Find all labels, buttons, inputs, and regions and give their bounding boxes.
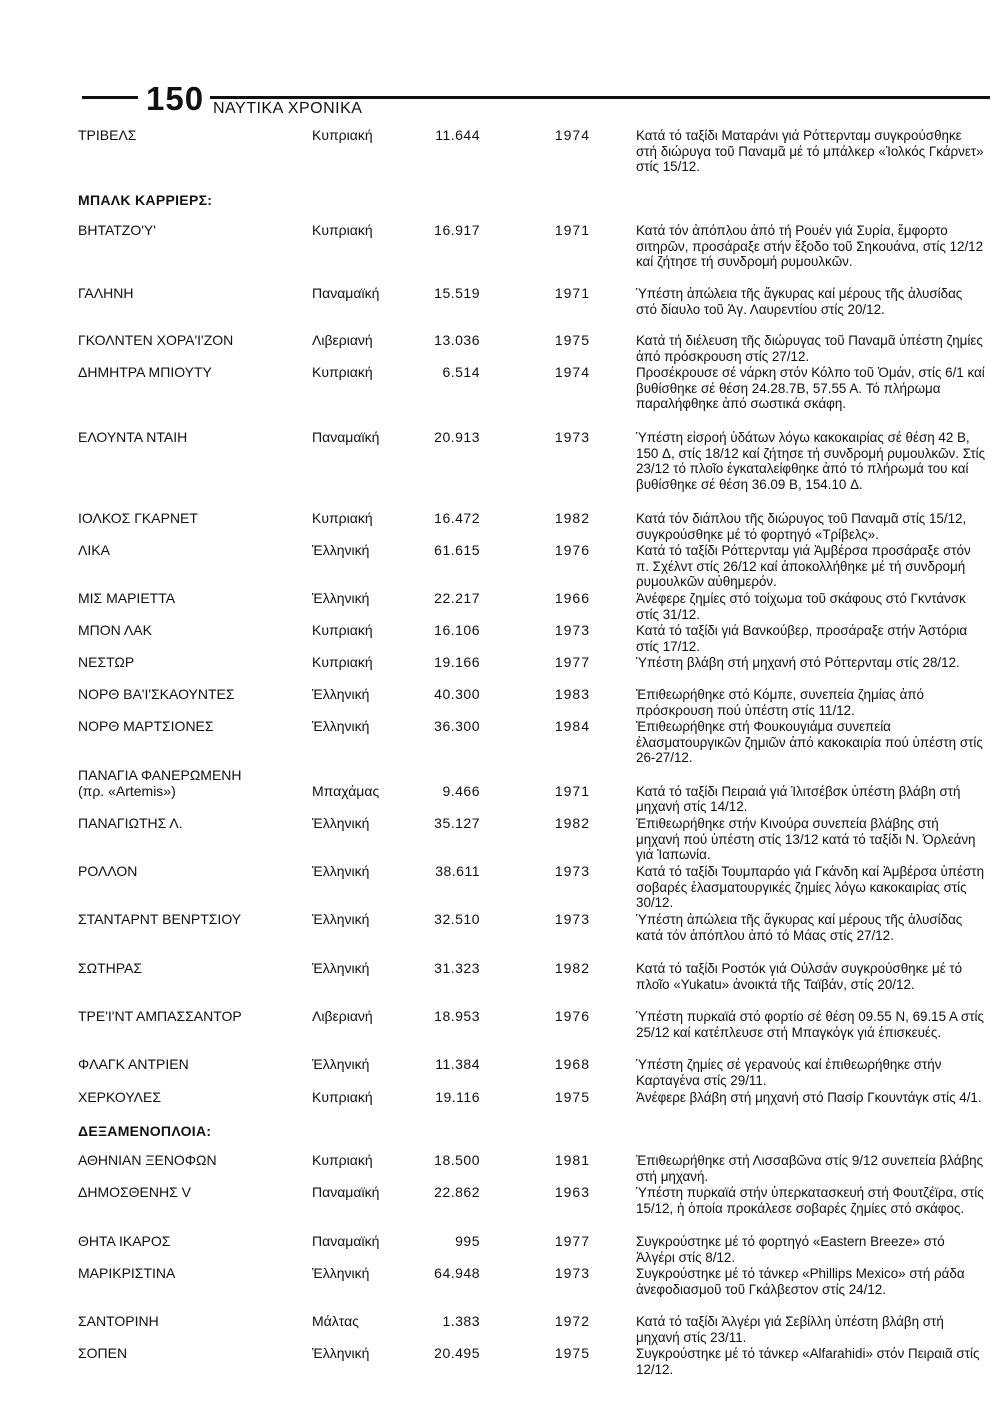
ship-flag: Κυπριακή xyxy=(312,222,373,238)
ship-year: 1973 xyxy=(554,1265,590,1281)
ship-name: ΝΟΡΘ ΒΑ'Ι'ΣΚΑΟΥΝΤΕΣ xyxy=(78,686,235,702)
ship-year: 1963 xyxy=(554,1184,590,1200)
ship-name: ΜΙΣ ΜΑΡΙΕΤΤΑ xyxy=(78,590,176,606)
incident-description: Ὑπέστη ἀπώλεια τῆς ἄγκυρας καί μέρους τῆς ἀλυσίδας στό δίαυλο τοῦ Ἁγ. Λαυρεντίου στίς 20/12. xyxy=(636,286,963,317)
ship-flag: Παναμαϊκή xyxy=(312,429,380,445)
ship-year: 1974 xyxy=(554,364,590,380)
ship-former-name: (πρ. «Artemis») xyxy=(78,782,176,799)
incident-description: Κατά τόν ἀπόπλου ἀπό τή Ρουέν γιά Συρία, ἔμφορτο σιτηρῶν, προσάραξε στήν ἔξοδο τοῦ Σηκουάνα, στίς 12/12 καί ζήτησε τή συνδρομή ρυμουλκῶν. xyxy=(636,223,984,270)
incident-description: Ἀνέφερε ζημίες στό τοίχωμα τοῦ σκάφους στό Γκντάνσκ στίς 31/12. xyxy=(636,591,966,622)
ship-flag: Ἑλληνική xyxy=(312,1345,370,1361)
incident-description: Ἀνέφερε βλάβη στή μηχανή στό Πασίρ Γκουντάγκ στίς 4/1. xyxy=(636,1090,982,1105)
ship-tonnage: 16.472 xyxy=(434,510,480,526)
ship-year: 1982 xyxy=(554,510,590,526)
ship-tonnage: 18.500 xyxy=(434,1152,480,1168)
ship-flag: Λιβεριανή xyxy=(312,1008,373,1024)
ship-year: 1973 xyxy=(554,911,590,927)
ship-year: 1973 xyxy=(554,622,590,638)
incident-description: Ἐπιθεωρήθηκε στή Φουκουγιάμα συνεπεία ἐλασματουργικῶν ζημιῶν ἀπό κακοκαιρία πού ὑπέστη στίς 26-27/12. xyxy=(636,719,983,766)
ship-flag: Ἑλληνική xyxy=(312,542,370,558)
ship-tonnage: 995 xyxy=(455,1233,480,1249)
ship-flag: Κυπριακή xyxy=(312,127,373,143)
ship-tonnage: 32.510 xyxy=(434,911,480,927)
ship-year: 1973 xyxy=(554,863,590,879)
ship-flag: Κυπριακή xyxy=(312,622,373,638)
ship-name: ΕΛΟΥΝΤΑ ΝΤΑΙΗ xyxy=(78,429,188,445)
ship-name: ΣΑΝΤΟΡΙΝΗ xyxy=(78,1313,159,1329)
ship-name: ΝΕΣΤΩΡ xyxy=(78,654,135,670)
ship-tonnage: 22.217 xyxy=(434,590,480,606)
ship-tonnage: 18.953 xyxy=(434,1008,480,1024)
ship-year: 1973 xyxy=(554,429,590,445)
ship-tonnage: 6.514 xyxy=(442,364,480,380)
incident-description: Συγκρούστηκε μέ τό φορτηγό «Eastern Breeze» στό Ἀλγέρι στίς 8/12. xyxy=(636,1234,945,1265)
ship-year: 1971 xyxy=(554,222,590,238)
ship-flag: Ἑλληνική xyxy=(312,718,370,734)
ship-flag: Λιβεριανή xyxy=(312,332,373,348)
ship-name: ΣΟΠΕΝ xyxy=(78,1345,128,1361)
incident-description: Ἐπιθεωρήθηκε στό Κόμπε, συνεπεία ζημίας ἀπό πρόσκρουση πού ὑπέστη στίς 11/12. xyxy=(636,687,925,718)
ship-name: ΓΚΟΛΝΤΕΝ ΧΟΡΑ'Ι'ΖΟΝ xyxy=(78,332,234,348)
incident-description: Ὑπέστη ἀπώλεια τῆς ἄγκυρας καί μέρους τῆς ἀλυσίδας κατά τόν ἀπόπλου ἀπό τό Μάας στίς 27/12. xyxy=(636,912,963,943)
ship-flag: Ἑλληνική xyxy=(312,1056,370,1072)
ship-year: 1976 xyxy=(554,1008,590,1024)
incident-description: Συγκρούστηκε μέ τό τάνκερ «Phillips Mexico» στή ράδα ἀνεφοδιασμοῦ τοῦ Γκάλβεστον στίς 24/12. xyxy=(636,1266,965,1297)
ship-tonnage: 15.519 xyxy=(434,285,480,301)
incident-description: Συγκρούστηκε μέ τό τάνκερ «Alfarahidi» στόν Πειραιᾶ στίς 12/12. xyxy=(636,1346,980,1377)
ship-flag: Μπαχάμας xyxy=(312,782,380,799)
ship-tonnage: 19.116 xyxy=(435,1089,480,1105)
incident-description: Προσέκρουσε σέ νάρκη στόν Κόλπο τοῦ Ὁμάν, στίς 6/1 καί βυθίσθηκε σέ θέση 24.28.7B, 57.55 A. Τό πλήρωμα παραλήφθηκε ἀπό σωστικά σκάφη. xyxy=(636,365,985,412)
ship-name: ΙΟΛΚΟΣ ΓΚΑΡΝΕΤ xyxy=(78,510,198,526)
ship-year: 1982 xyxy=(554,815,590,831)
ship-name: ΜΑΡΙΚΡΙΣΤΙΝΑ xyxy=(78,1265,176,1281)
ship-tonnage: 20.913 xyxy=(434,429,480,445)
ship-tonnage: 16.917 xyxy=(434,222,480,238)
ship-name-line: ΠΑΝΑΓΙΑ ΦΑΝΕΡΩΜΕΝΗ xyxy=(78,767,242,783)
incident-description: Κατά τόν διάπλου τῆς διώρυγος τοῦ Παναμᾶ στίς 15/12, συγκρούσθηκε μέ τό φορτηγό «Τρίβελς». xyxy=(636,511,967,542)
ship-flag: Ἑλληνική xyxy=(312,590,370,606)
ship-flag: Κυπριακή xyxy=(312,654,373,670)
ship-year: 1976 xyxy=(554,542,590,558)
ship-name: ΤΡΙΒΕΛΣ xyxy=(78,127,137,143)
ship-tonnage: 11.384 xyxy=(435,1056,480,1072)
ship-year: 1977 xyxy=(554,654,590,670)
incident-description: Κατά τό ταξίδι Τουμπαράο γιά Γκάνδη καί Ἀμβέρσα ὑπέστη σοβαρές ἐλασματουργικές ζημίες λόγω κακοκαιρίας στίς 30/12. xyxy=(636,864,985,911)
ship-tonnage: 9.466 xyxy=(442,782,480,799)
ship-name: ΔΗΜΗΤΡΑ ΜΠΙΟΥΤΥ xyxy=(78,364,212,380)
ship-flag: Κυπριακή xyxy=(312,364,373,380)
ship-tonnage: 11.644 xyxy=(435,127,480,143)
section-heading-tankers: ΔΕΞΑΜΕΝΟΠΛΟΙΑ: xyxy=(78,1123,212,1139)
incident-description: Κατά τό ταξίδι Mαταράνι γιά Ρόττερνταμ συγκρούσθηκε στή διώρυγα τοῦ Παναμᾶ μέ τό μπάλκερ «Ἰολκός Γκάρνετ» στίς 15/12. xyxy=(636,128,984,175)
ship-tonnage: 38.611 xyxy=(435,863,480,879)
ship-flag: Κυπριακή xyxy=(312,1089,373,1105)
incident-description: Κατά τό ταξίδι Ἀλγέρι γιά Σεβίλλη ὑπέστη βλάβη στή μηχανή στίς 23/11. xyxy=(636,1314,944,1345)
ship-year: 1971 xyxy=(554,782,590,799)
ship-tonnage: 40.300 xyxy=(434,686,480,702)
ship-name: ΤΡΕ'Ι'ΝΤ ΑΜΠΑΣΣΑΝΤΟΡ xyxy=(78,1008,242,1024)
ship-tonnage: 64.948 xyxy=(434,1265,480,1281)
ship-year: 1974 xyxy=(554,127,590,143)
ship-tonnage: 36.300 xyxy=(434,718,480,734)
ship-flag: Παναμαϊκή xyxy=(312,1184,380,1200)
ship-flag: Ἑλληνική xyxy=(312,863,370,879)
ship-tonnage: 22.862 xyxy=(434,1184,480,1200)
ship-name: ΠΑΝΑΓΙΩΤΗΣ Λ. xyxy=(78,815,183,831)
publication-title: ΝΑΥΤΙΚΑ ΧΡΟΝΙΚΑ xyxy=(213,100,363,117)
incident-description: Ὑπέστη πυρκαϊά στήν ὑπερκατασκευή στή Φουτζέϊρα, στίς 15/12, ἡ ὁποία προκάλεσε σοβαρές ζημίες στό σκάφος. xyxy=(636,1185,984,1216)
ship-name: ΣΤΑΝΤΑΡΝΤ ΒΕΝΡΤΣΙΟΥ xyxy=(78,911,242,927)
incident-description: Κατά τό ταξίδι γιά Βανκούβερ, προσάραξε στήν Ἀστόρια στίς 17/12. xyxy=(636,623,968,654)
incident-description: Κατά τή διέλευση τῆς διώρυγας τοῦ Παναμᾶ ὑπέστη ζημίες ἀπό πρόσκρουση στίς 27/12. xyxy=(636,333,983,364)
ship-name: ΑΘΗΝΙΑΝ ΞΕΝΟΦΩΝ xyxy=(78,1152,217,1168)
incident-description: Ἐπιθεωρήθηκε στήν Κινούρα συνεπεία βλάβης στή μηχανή πού ὑπέστη στίς 13/12 κατά τό ταξίδι N. Ὀρλεάνη γιά Ἰαπωνία. xyxy=(636,816,976,863)
ship-name xyxy=(78,768,298,799)
ship-year: 1966 xyxy=(554,590,590,606)
ship-tonnage: 31.323 xyxy=(434,960,480,976)
incident-description: Κατά τό ταξίδι Ροστόκ γιά Οὐλσάν συγκρούσθηκε μέ τό πλοῖο «Yukatu» ἀνοικτά τῆς Ταϊβάν, στίς 20/12. xyxy=(636,961,963,992)
ship-flag: Ἑλληνική xyxy=(312,815,370,831)
ship-name: ΒΗΤΑΤΖΟ'Υ' xyxy=(78,222,156,238)
ship-name: ΔΗΜΟΣΘΕΝΗΣ V xyxy=(78,1184,191,1200)
ship-name: ΜΠΟΝ ΛΑΚ xyxy=(78,622,152,638)
ship-name: ΧΕΡΚΟΥΛΕΣ xyxy=(78,1089,162,1105)
ship-year: 1981 xyxy=(554,1152,590,1168)
ship-year: 1977 xyxy=(554,1233,590,1249)
ship-year: 1968 xyxy=(554,1056,590,1072)
ship-year: 1984 xyxy=(554,718,590,734)
ship-tonnage: 20.495 xyxy=(434,1345,480,1361)
ship-name: ΝΟΡΘ ΜΑΡΤΣΙΟΝΕΣ xyxy=(78,718,214,734)
ship-name: ΣΩΤΗΡΑΣ xyxy=(78,960,143,976)
ship-flag: Ἑλληνική xyxy=(312,686,370,702)
ship-flag: Παναμαϊκή xyxy=(312,285,380,301)
ship-tonnage: 13.036 xyxy=(434,332,480,348)
incident-description: Ὑπέστη εἰσροή ὑδάτων λόγω κακοκαιρίας σέ θέση 42 B, 150 Δ, στίς 18/12 καί ζήτησε τή συνδρομή ρυμουλκῶν. Στίς 23/12 τό πλοῖο ἐγκαταλείφθηκε ἀπό τό πλήρωμά του καί βυθίσθηκε σέ θέση 36.09 B, 154.10 Δ. xyxy=(636,430,986,492)
ship-flag: Παναμαϊκή xyxy=(312,1233,380,1249)
incident-description: Ἐπιθεωρήθηκε στή Λισσαβῶνα στίς 9/12 συνεπεία βλάβης στή μηχανή. xyxy=(636,1153,984,1184)
ship-name: ΛΙΚΑ xyxy=(78,542,110,558)
incident-description: Ὑπέστη ζημίες σέ γερανούς καί ἐπιθεωρήθηκε στήν Καρταγένα στίς 29/11. xyxy=(636,1057,942,1088)
ship-year: 1975 xyxy=(554,1089,590,1105)
ship-tonnage: 1.383 xyxy=(442,1313,480,1329)
incident-description: Κατά τό ταξίδι Ρόττερνταμ γιά Ἀμβέρσα προσάραξε στόν π. Σχέλντ στίς 26/12 καί ἀποκολλήθηκε μέ τή συνδρομή ρυμουλκῶν αὐθημερόν. xyxy=(636,543,971,590)
section-heading-bulk-carriers: ΜΠΑΛΚ ΚΑΡΡΙΕΡΣ: xyxy=(78,192,213,208)
ship-year: 1971 xyxy=(554,285,590,301)
ship-name: ΡΟΛΛΟΝ xyxy=(78,863,138,879)
ship-name: ΘΗΤΑ ΙΚΑΡΟΣ xyxy=(78,1233,171,1249)
ship-tonnage: 16.106 xyxy=(434,622,480,638)
ship-year: 1975 xyxy=(554,1345,590,1361)
ship-flag: Ἑλληνική xyxy=(312,1265,370,1281)
page-number: 150 xyxy=(146,80,205,117)
incident-description: Ὑπέστη πυρκαϊά στό φορτίο σέ θέση 09.55 N, 69.15 A στίς 25/12 καί κατέπλευσε στή Μπαγκόγκ γιά ἐπισκευές. xyxy=(636,1009,984,1040)
ship-flag: Ἑλληνική xyxy=(312,911,370,927)
ship-tonnage: 35.127 xyxy=(434,815,480,831)
ship-flag: Κυπριακή xyxy=(312,1152,373,1168)
ship-flag: Μάλτας xyxy=(312,1313,359,1329)
ship-flag: Ἑλληνική xyxy=(312,960,370,976)
incident-description: Ὑπέστη βλάβη στή μηχανή στό Ρόττερνταμ στίς 28/12. xyxy=(636,655,960,670)
ship-tonnage: 61.615 xyxy=(434,542,480,558)
ship-tonnage: 19.166 xyxy=(434,654,480,670)
ship-year: 1983 xyxy=(554,686,590,702)
ship-name: ΓΑΛΗΝΗ xyxy=(78,285,134,301)
ship-year: 1982 xyxy=(554,960,590,976)
ship-flag: Κυπριακή xyxy=(312,510,373,526)
ship-year: 1975 xyxy=(554,332,590,348)
ship-year: 1972 xyxy=(554,1313,590,1329)
incident-description: Κατά τό ταξίδι Πειραιά γιά Ἰλιτσέβσκ ὑπέστη βλάβη στή μηχανή στίς 14/12. xyxy=(636,783,961,815)
ship-name: ΦΛΑΓΚ ΑΝΤΡΙΕΝ xyxy=(78,1056,189,1072)
